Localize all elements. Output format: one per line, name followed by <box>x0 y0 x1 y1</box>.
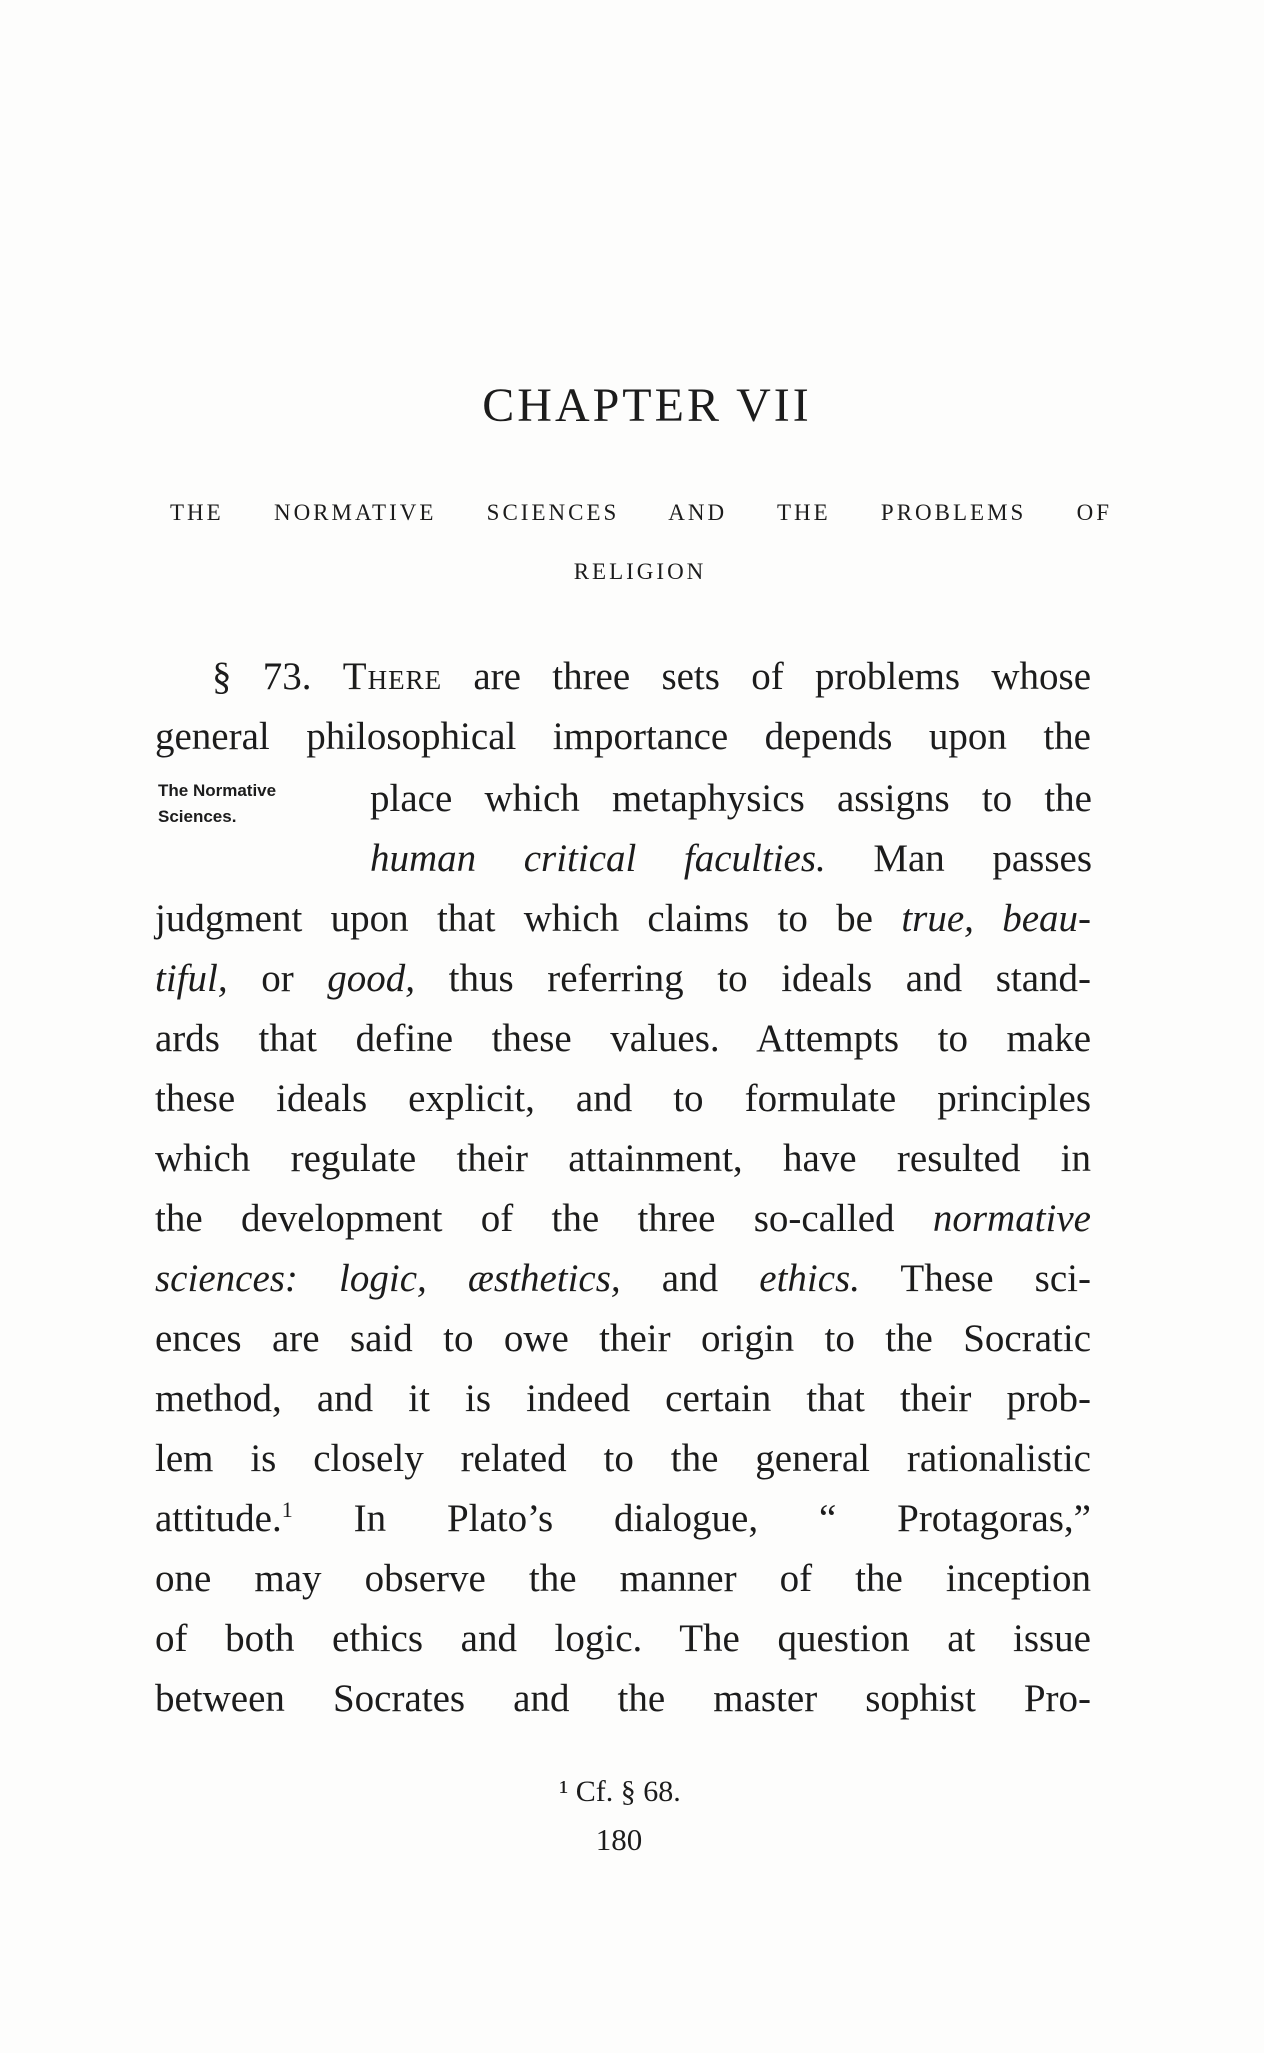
text-line: place which metaphysics assigns to the <box>370 777 1092 820</box>
chapter-subtitle-line-2: RELIGION <box>573 559 707 584</box>
text-line: attitude.$^1$ In Plato’s dialogue, “ Protagoras,” <box>155 1497 1091 1540</box>
chapter-subtitle-line-1: THE NORMATIVE SCIENCES AND THE PROBLEMS OF <box>170 500 1112 525</box>
footnote-reference: 1 <box>281 1497 293 1522</box>
text-line: sciences: logic, æsthetics, and ethics. These sci- <box>155 1257 1091 1300</box>
opening-word: There <box>342 655 443 698</box>
text-line: § 73. There are three sets of problems whose <box>212 655 1092 698</box>
text-line: general philosophical importance depends upon the <box>155 715 1091 758</box>
text-line: these ideals explicit, and to formulate principles <box>155 1077 1091 1120</box>
text-line: between Socrates and the master sophist Pro- <box>155 1677 1091 1720</box>
text-line: the development of the three so-called normative <box>155 1197 1091 1240</box>
chapter-title: CHAPTER VII <box>482 379 812 432</box>
text-line: human critical faculties. Man passes <box>370 837 1092 880</box>
text-line: lem is closely related to the general rationalistic <box>155 1437 1091 1480</box>
text-line: which regulate their attainment, have resulted in <box>155 1137 1091 1180</box>
text-line: judgment upon that which claims to be true, beau- <box>155 897 1092 940</box>
margin-note-line-1: The Normative <box>158 781 277 800</box>
text-line: ences are said to owe their origin to the Socratic <box>155 1317 1091 1360</box>
footnote: ¹ Cf. § 68. <box>559 1775 681 1808</box>
margin-note-line-2: Sciences. <box>158 807 237 826</box>
text-line: tiful, or good, thus referring to ideals and stand- <box>155 957 1091 1000</box>
text-line: one may observe the manner of the inception <box>155 1557 1091 1600</box>
section-mark: § 73. <box>212 655 312 698</box>
text-line: method, and it is indeed certain that their prob- <box>155 1377 1091 1420</box>
text-line: ards that define these values. Attempts to make <box>155 1017 1091 1060</box>
page-number: 180 <box>595 1822 643 1857</box>
margin-note <box>158 778 276 830</box>
text-line: of both ethics and logic. The question at issue <box>155 1617 1091 1660</box>
